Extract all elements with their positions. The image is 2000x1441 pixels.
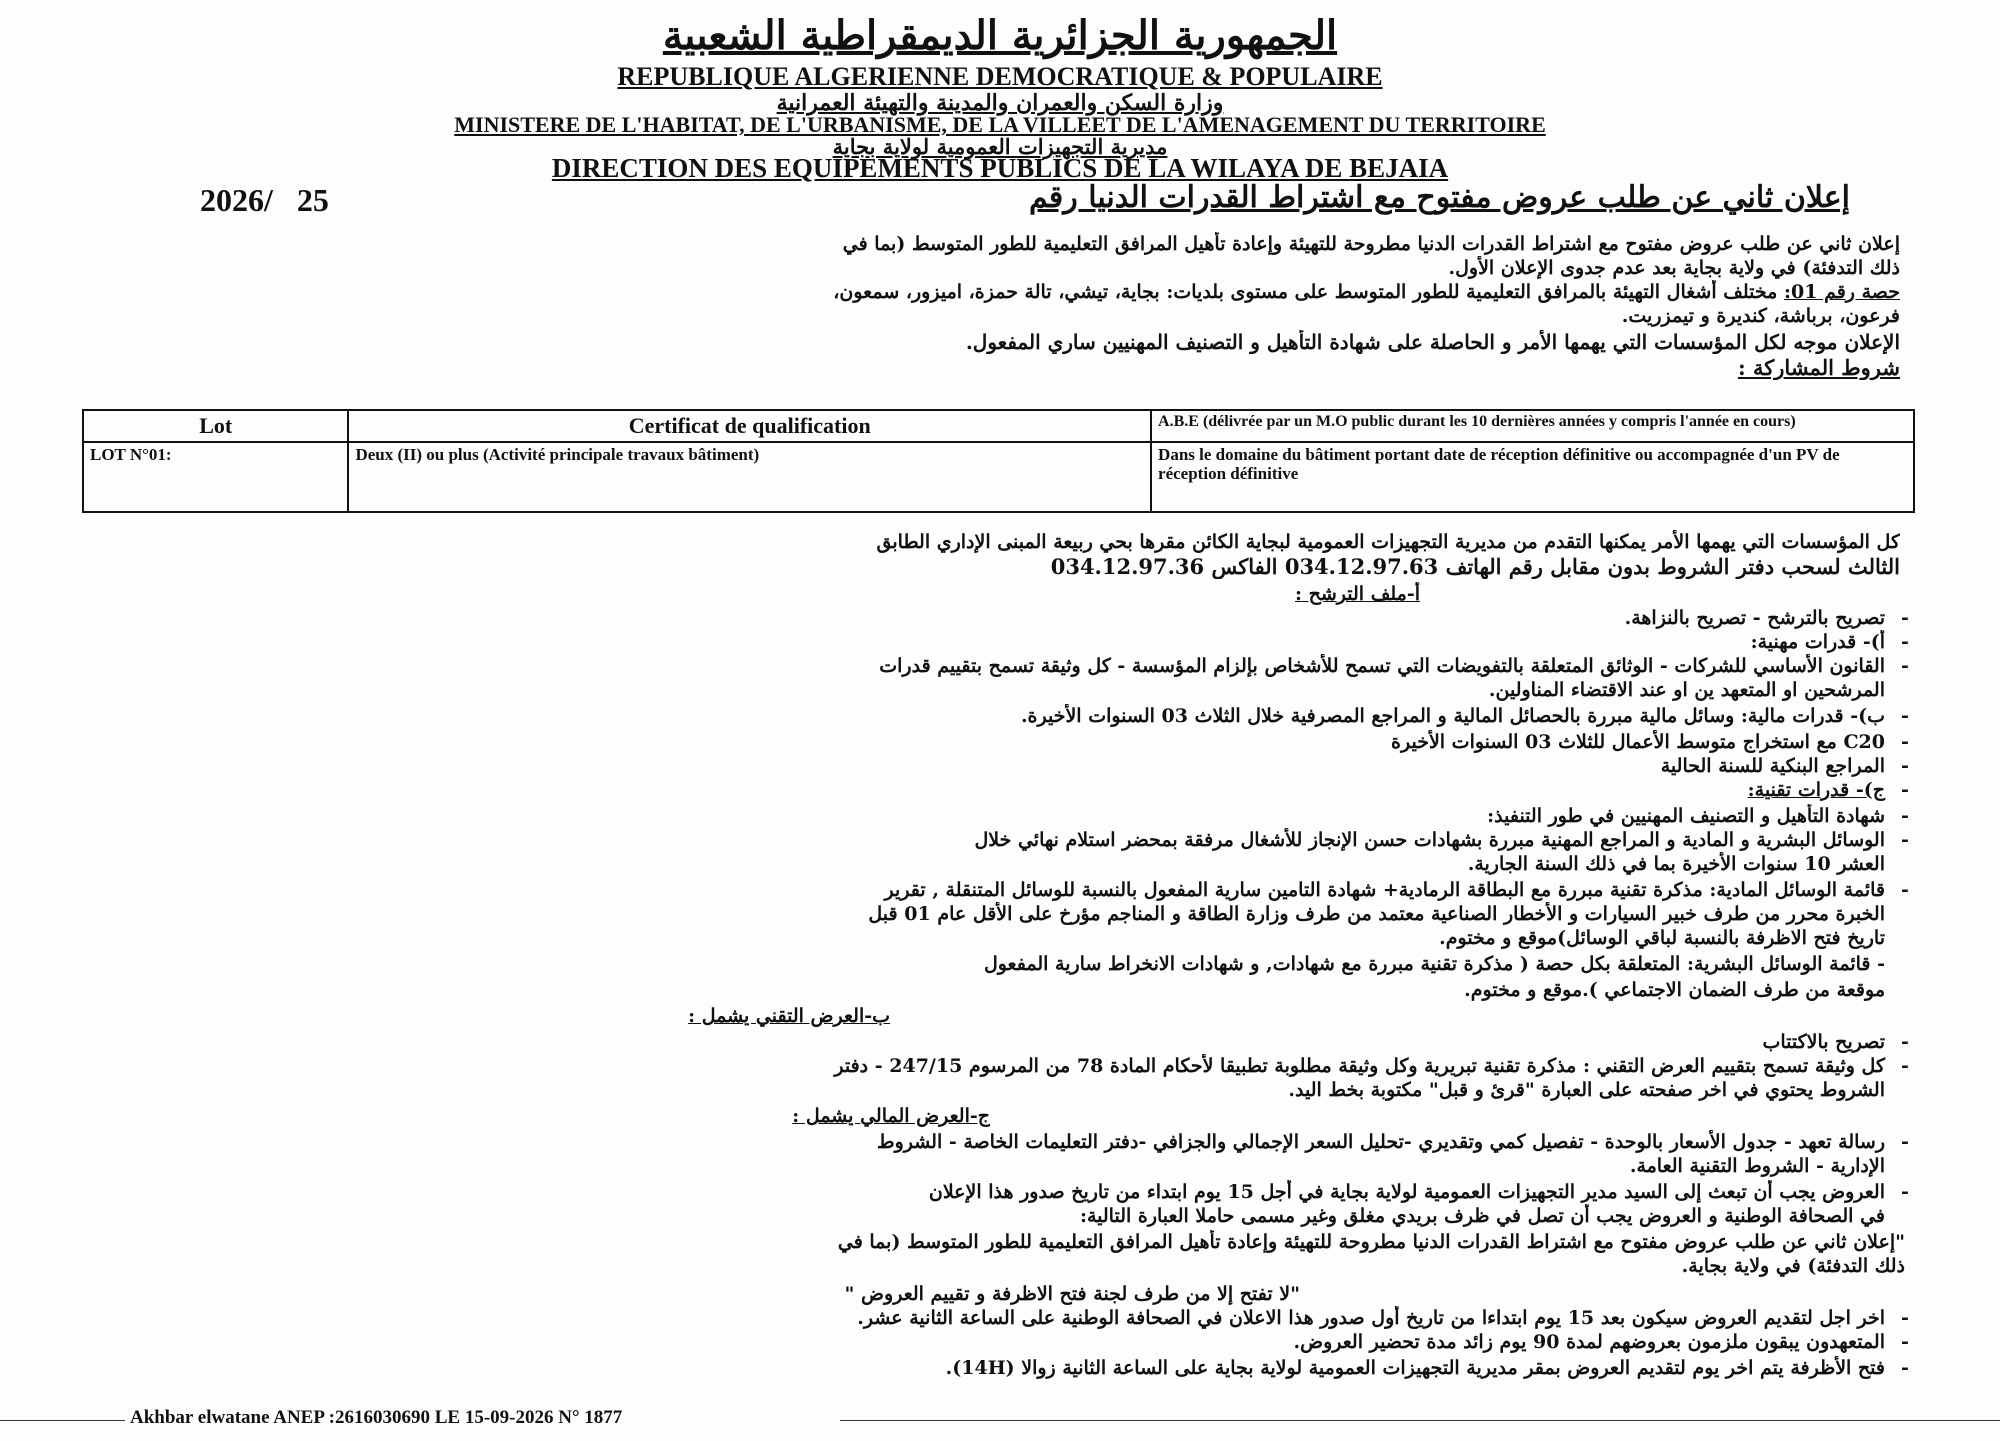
list-item <box>95 804 1925 828</box>
financial-offer-title: ج-العرض المالي يشمل : <box>792 1105 990 1127</box>
list-item-continuation: تاريخ فتح الاظرفة بالنسبة لباقي الوسائل)موقع و مختوم. <box>1439 927 1885 949</box>
list-item-text: العروض يجب أن تبعث إلى السيد مدير التجهيزات العمومية لولاية بجاية في أجل 15 يوم ابتداء من تاريخ صدور هذا الإعلان <box>928 1181 1885 1203</box>
list-item-continuation: الشروط يحتوي في اخر صفحته على العبارة "قرئ و قبل" مكتوبة بخط اليد. <box>1288 1079 1885 1101</box>
list-item <box>95 1180 1925 1204</box>
bullet-dash: - <box>1901 1131 1909 1153</box>
intro-line-1: إعلان ثاني عن طلب عروض مفتوح مع اشتراط القدرات الدنيا مطروحة للتهيئة وإعادة تأهيل المرافق التعليمية للطور المتوسط (بما في <box>842 233 1900 255</box>
list-item-text: قائمة الوسائل المادية: مذكرة تقنية مبررة مع البطاقة الرمادية+ شهادة التامين سارية المفعول بالنسبة للوسائل المتنقلة , تقرير <box>884 879 1885 901</box>
footer-rule-left <box>0 1420 125 1421</box>
footer-rule-right <box>840 1420 2000 1421</box>
notice-number <box>200 182 329 219</box>
envelope-note: "لا تفتح إلا من طرف لجنة فتح الاظرفة و تقييم العروض " <box>844 1283 1300 1305</box>
republic-title-fr: REPUBLIQUE ALGERIENNE DEMOCRATIQUE & POPULAIRE <box>617 62 1383 91</box>
list-item <box>95 730 1925 754</box>
withdraw-line-1: كل المؤسسات التي يهمها الأمر يمكنها التقدم من مديرية التجهيزات العمومية لبجاية الكائن مقرها بحي ربيعة المبنى الإداري الطابق <box>876 531 1900 553</box>
bullet-dash: - <box>1901 1357 1909 1379</box>
list-item <box>95 1130 1925 1154</box>
list-item <box>95 1054 1925 1078</box>
direction-title-ar: مديرية التجهيزات العمومية لولاية بجاية <box>832 134 1168 159</box>
bullet-dash: - <box>1901 655 1909 677</box>
list-item <box>95 1356 1925 1380</box>
publication-footer: Akhbar elwatane ANEP :2616030690 LE 15-09-2026 N° 1877 <box>130 1407 623 1428</box>
envelope-label-line-1: "إعلان ثاني عن طلب عروض مفتوح مع اشتراط القدرات الدنيا مطروحة للتهيئة وإعادة تأهيل المرافق التعليمية للطور المتوسط (بما في <box>837 1231 1905 1253</box>
lot-label: حصة رقم 01: <box>1783 281 1900 303</box>
direction-title-fr: DIRECTION DES EQUIPEMENTS PUBLICS DE LA WILAYA DE BEJAIA <box>551 153 1449 183</box>
list-item <box>95 878 1925 902</box>
list-item-text: الوسائل البشرية و المادية و المراجع المهنية مبررة بشهادات حسن الإنجاز للأشغال مرفقة بمحضر استلام نهائي خلال <box>974 829 1885 851</box>
notice-year: 2026/ <box>200 182 273 218</box>
list-item-text: ج)- قدرات تقنية: <box>1747 779 1885 801</box>
table-header-certificate: Certificat de qualification <box>348 410 1151 442</box>
bullet-dash: - <box>1901 705 1909 727</box>
bullet-dash: - <box>1901 631 1909 653</box>
list-item-text: تصريح بالاكتتاب <box>1762 1031 1885 1053</box>
list-item-continuation: العشر 10 سنوات الأخيرة بما في ذلك السنة الجارية. <box>1467 853 1885 875</box>
list-item <box>95 654 1925 678</box>
bullet-dash: - <box>1901 731 1909 753</box>
list-item <box>95 704 1925 728</box>
table-header-abe: A.B.E (délivrée par un M.O public durant les 10 dernières années y compris l'année en cours) <box>1151 410 1914 442</box>
envelope-label-line-2: ذلك التدفئة) في ولاية بجاية. <box>1681 1255 1905 1277</box>
list-item-text: المراجع البنكية للسنة الحالية <box>1660 755 1885 777</box>
withdraw-line-2: الثالث لسحب دفتر الشروط بدون مقابل رقم الهاتف 034.12.97.63 الفاكس 034.12.97.36 <box>1050 555 1900 579</box>
conditions-title: شروط المشاركة : <box>1737 356 1900 380</box>
table-cell-certificate: Deux (II) ou plus (Activité principale travaux bâtiment) <box>348 442 1151 512</box>
list-item-continuation: الإدارية - الشروط التقنية العامة. <box>1629 1155 1885 1177</box>
lot-line-2: فرعون، برباشة، كنديرة و تيمزريت. <box>1621 305 1900 327</box>
table-header-row <box>83 410 1914 442</box>
list-item-text: C20 مع استخراج متوسط الأعمال للثلاث 03 السنوات الأخيرة <box>1391 731 1885 753</box>
list-item <box>95 1030 1925 1054</box>
list-item-text: أ)- قدرات مهنية: <box>1750 631 1885 653</box>
list-item-text: شهادة التأهيل و التصنيف المهنيين في طور التنفيذ: <box>1487 805 1885 827</box>
audience-line: الإعلان موجه لكل المؤسسات التي يهمها الأمر و الحاصلة على شهادة التأهيل و التصنيف المهنيين ساري المفعول. <box>965 330 1900 354</box>
bullet-dash: - <box>1901 829 1909 851</box>
table-cell-abe: Dans le domaine du bâtiment portant date de réception définitive ou accompagnée d'un PV de réception définitive <box>1151 442 1914 512</box>
bullet-dash: - <box>1901 607 1909 629</box>
bullet-dash: - <box>1901 879 1909 901</box>
list-item: - قائمة الوسائل البشرية: المتعلقة بكل حصة ( مذكرة تقنية مبررة مع شهادات, و شهادات الانخراط سارية المفعول <box>983 953 1885 975</box>
intro-line-2: ذلك التدفئة) في ولاية بجاية بعد عدم جدوى الإعلان الأول. <box>1448 257 1900 279</box>
notice-number-value: 25 <box>296 182 329 218</box>
list-item-text: المتعهدون يبقون ملزمون بعروضهم لمدة 90 يوم زائد مدة تحضير العروض. <box>1293 1331 1885 1353</box>
qualification-table <box>82 409 1915 513</box>
bullet-dash: - <box>1901 1181 1909 1203</box>
candidacy-title: أ-ملف الترشح : <box>1294 583 1420 605</box>
list-item <box>95 828 1925 852</box>
bullet-dash: - <box>1901 755 1909 777</box>
bullet-dash: - <box>1901 1031 1909 1053</box>
list-item-text: فتح الأظرفة يتم اخر يوم لتقديم العروض بمقر مديرية التجهيزات العمومية لولاية بجاية على الساعة الثانية زوالا (14H). <box>945 1357 1885 1379</box>
list-item-text: اخر اجل لتقديم العروض سيكون بعد 15 يوم ابتداءا من تاريخ أول صدور هذا الاعلان في الصحافة الوطنية على الساعة الثانية عشر. <box>857 1307 1885 1329</box>
table-header-lot: Lot <box>83 410 348 442</box>
list-item <box>95 754 1925 778</box>
table-cell-lot: LOT N°01: <box>83 442 348 512</box>
republic-title-ar: الجمهورية الجزائرية الديمقراطية الشعبية <box>662 12 1338 59</box>
table-row <box>83 442 1914 512</box>
list-item <box>95 1306 1925 1330</box>
lot-text: مختلف أشغال التهيئة بالمرافق التعليمية للطور المتوسط على مستوى بلديات: بجاية، تيشي، تالة حمزة، اميزور، سمعون، <box>833 281 1784 303</box>
notice-title-ar: إعلان ثاني عن طلب عروض مفتوح مع اشتراط القدرات الدنيا رقم <box>1028 180 1850 215</box>
list-item-text: كل وثيقة تسمح بتقييم العرض التقني : مذكرة تقنية تبريرية وكل وثيقة مطلوبة تطبيقا لأحكام المادة 78 من المرسوم 247/15 - دفتر <box>834 1055 1885 1077</box>
list-item <box>95 1330 1925 1354</box>
bullet-dash: - <box>1901 1307 1909 1329</box>
list-item <box>95 606 1925 630</box>
list-item-text: ب)- قدرات مالية: وسائل مالية مبررة بالحصائل المالية و المراجع المصرفية خلال الثلاث 03 السنوات الأخيرة. <box>1020 705 1885 727</box>
bullet-dash: - <box>1901 779 1909 801</box>
list-item-continuation: الخبرة محرر من طرف خبير السيارات و الأخطار الصناعية معتمد من طرف وزارة الطاقة و المناجم مؤرخ على الأقل عام 01 قبل <box>868 903 1885 925</box>
bullet-dash: - <box>1901 805 1909 827</box>
list-item-continuation: موقعة من طرف الضمان الاجتماعي ).موقع و مختوم. <box>1464 979 1885 1001</box>
ministry-title-fr: MINISTERE DE L'HABITAT, DE L'URBANISME, DE LA VILLEET DE L'AMENAGEMENT DU TERRITOIRE <box>454 112 1546 137</box>
bullet-dash: - <box>1901 1055 1909 1077</box>
list-item-text: تصريح بالترشح - تصريح بالنزاهة. <box>1624 607 1885 629</box>
technical-offer-title: ب-العرض التقني يشمل : <box>688 1005 890 1027</box>
notice-title <box>200 180 1850 224</box>
list-item-continuation: المرشحين او المتعهد ين او عند الاقتضاء المناولين. <box>1488 679 1885 701</box>
list-item <box>95 778 1925 802</box>
list-item-continuation: في الصحافة الوطنية و العروض يجب أن تصل في ظرف بريدي مغلق وغير مسمى حاملا العبارة التالية: <box>1079 1205 1885 1227</box>
bullet-dash: - <box>1901 1331 1909 1353</box>
list-item-text: القانون الأساسي للشركات - الوثائق المتعلقة بالتفويضات التي تسمح للأشخاص بإلزام المؤسسة - كل وثيقة تسمح بتقييم قدرات <box>879 655 1885 677</box>
list-item <box>95 630 1925 654</box>
list-item-text: رسالة تعهد - جدول الأسعار بالوحدة - تفصيل كمي وتقديري -تحليل السعر الإجمالي والجزافي -دفتر التعليمات الخاصة - الشروط <box>877 1131 1885 1153</box>
ministry-title-ar: وزارة السكن والعمران والمدينة والتهيئة العمرانية <box>776 90 1224 116</box>
lot-line <box>110 280 1900 304</box>
